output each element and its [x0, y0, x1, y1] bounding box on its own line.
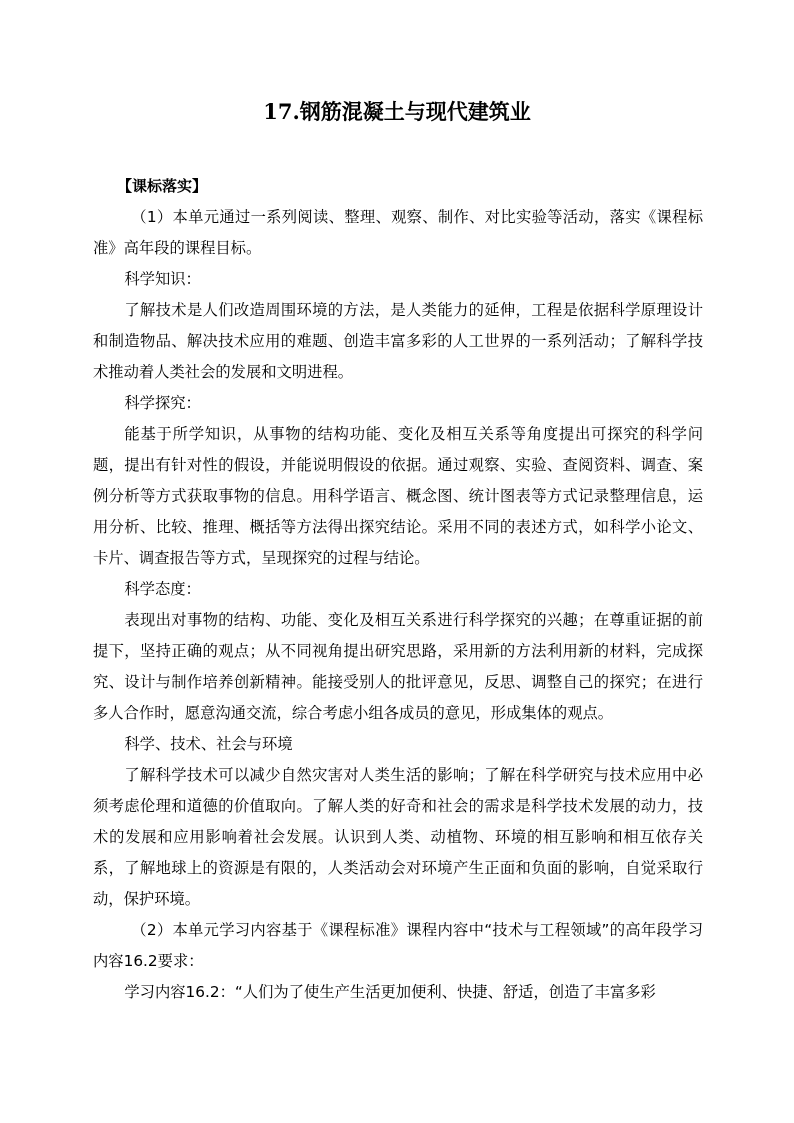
section-heading: 【课标落实】 [117, 177, 208, 195]
subheading-attitude: 科学态度： [124, 580, 201, 598]
paragraph: 学习内容16.2：“人们为了使生产生活更加便利、快捷、舒适，创造了丰富多彩 [124, 983, 656, 1001]
paragraph: 了解科学技术可以减少自然灾害对人类生活的影响；了解在科学研究与技术应用中必须考虑伦理和道德的价值取向。了解人类的好奇和社会的需求是科学技术发展的动力，技术的发展和应用影响着社会发展。认识到人类、动植物、环境的相互影响和相互依存关系，了解地球上的资源是有限的，人类活动会对环境产生正面和负面的影响，自觉采取行动，保护环境。 [93, 766, 703, 908]
paragraph: （2）本单元学习内容基于《课程标准》课程内容中“技术与工程领域”的高年段学习内容16.2要求： [93, 921, 703, 970]
paragraph: （1）本单元通过一系列阅读、整理、观察、制作、对比实验等活动，落实《课程标准》高年段的课程目标。 [93, 208, 703, 257]
paragraph: 表现出对事物的结构、功能、变化及相互关系进行科学探究的兴趣；在尊重证据的前提下，坚持正确的观点；从不同视角提出研究思路，采用新的方法利用新的材料，完成探究、设计与制作培养创新精神。能接受别人的批评意见，反思、调整自己的探究；在进行多人合作时，愿意沟通交流，综合考虑小组各成员的意见，形成集体的观点。 [93, 611, 703, 722]
subheading-inquiry: 科学探究： [124, 394, 201, 412]
document-body [93, 202, 703, 1008]
paragraph: 能基于所学知识，从事物的结构功能、变化及相互关系等角度提出可探究的科学问题，提出有针对性的假设，并能说明假设的依据。通过观察、实验、查阅资料、调查、案例分析等方式获取事物的信息。用科学语言、概念图、统计图表等方式记录整理信息，运用分析、比较、推理、概括等方法得出探究结论。采用不同的表述方式，如科学小论文、卡片、调查报告等方式，呈现探究的过程与结论。 [93, 425, 703, 567]
subheading-knowledge: 科学知识： [124, 270, 201, 288]
document-title: 17.钢筋混凝土与现代建筑业 [263, 99, 531, 124]
subheading-sts: 科学、技术、社会与环境 [124, 735, 293, 753]
paragraph: 了解技术是人们改造周围环境的方法，是人类能力的延伸，工程是依据科学原理设计和制造物品、解决技术应用的难题、创造丰富多彩的人工世界的一系列活动；了解科学技术推动着人类社会的发展和文明进程。 [93, 301, 703, 381]
